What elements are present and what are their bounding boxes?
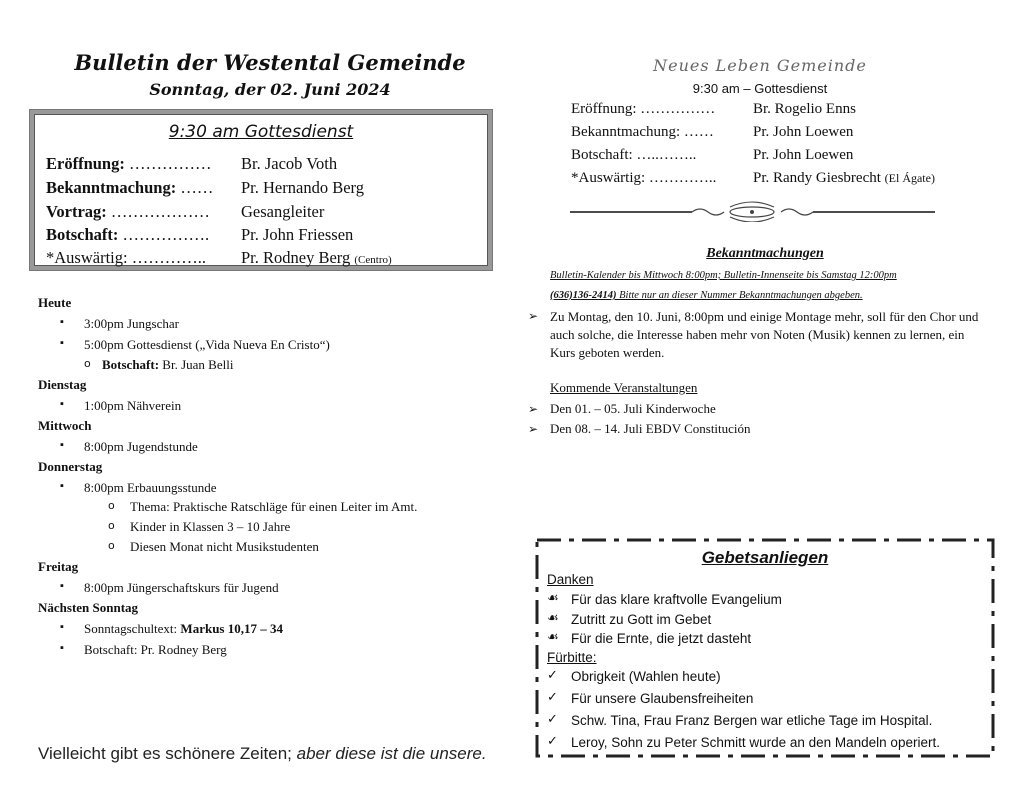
arrow-bullet-icon: ➢ [528, 402, 539, 416]
day-heading: Nächsten Sonntag [38, 600, 139, 615]
thanks-item: Für die Ernte, die jetzt dasteht [571, 631, 752, 646]
event-item: Den 08. – 14. Juli EBDV Constitución [550, 421, 751, 436]
events-heading: Kommende Veranstaltungen [550, 380, 698, 395]
praying-hands-icon: ☙ [547, 611, 559, 626]
bulletin-title: Bulletin der Westental Gemeinde [74, 50, 466, 75]
announcement-item: Zu Montag, den 10. Juni, 8:00pm und einige Montage mehr, soll für den Chor und auch solche, die Interesse haben mehr von Noten (Musik) kennen zu lernen, ein Kurs geboten werden. [550, 309, 979, 360]
intercession-item: Schw. Tina, Frau Franz Bergen war etliche Tage im Hospital. [571, 713, 933, 728]
arrow-bullet-icon: ➢ [528, 309, 539, 323]
closing-quote: Vielleicht gibt es schönere Zeiten; aber diese ist die unsere. [38, 744, 487, 763]
schedule-subitem: o Botschaft: Br. Juan Belli [84, 357, 234, 372]
praying-hands-icon: ☙ [547, 630, 559, 645]
schedule-item: ▪ 3:00pm Jungschar [84, 316, 179, 332]
day-heading: Dienstag [38, 377, 87, 392]
ornament-divider [570, 198, 935, 222]
schedule-subitem: o Kinder in Klassen 3 – 10 Jahre [108, 519, 291, 534]
service-row: Eröffnung: …………… Br. Rogelio Enns [571, 101, 856, 117]
prayer-heading: Gebetsanliegen [701, 548, 829, 567]
checkmark-icon: ✓ [547, 690, 558, 705]
schedule-item: ▪ 8:00pm Erbauungsstunde [84, 480, 217, 496]
event-item: Den 01. – 05. Juli Kinderwoche [550, 401, 716, 416]
schedule-subitem: o Thema: Praktische Ratschläge für einen Leiter im Amt. [108, 499, 418, 514]
day-heading: Freitag [38, 559, 79, 574]
praying-hands-icon: ☙ [547, 591, 559, 606]
service-time: 9:30 am – Gottesdienst [692, 81, 828, 96]
service-box [30, 110, 492, 270]
intercession-heading: Fürbitte: [547, 650, 597, 665]
schedule-subitem: o Diesen Monat nicht Musikstudenten [108, 539, 319, 554]
intercession-item: Obrigkeit (Wahlen heute) [571, 669, 721, 684]
announcements-heading: Bekanntmachungen [706, 246, 824, 261]
announcement-note: Bulletin-Kalender bis Mittwoch 8:00pm; Bulletin-Innenseite bis Samstag 12:00pm [550, 270, 897, 281]
checkmark-icon: ✓ [547, 668, 558, 683]
service-row: Botschaft: ……………. Pr. John Friessen [46, 225, 354, 244]
service-row: Vortrag: ……………… Gesangleiter [46, 202, 325, 221]
service-row: Bekanntmachung: …… Pr. John Loewen [571, 124, 854, 140]
bulletin-date: Sonntag, der 02. Juni 2024 [149, 80, 391, 99]
service-row: Botschaft: …..…….. Pr. John Loewen [571, 147, 854, 163]
intercession-item: Leroy, Sohn zu Peter Schmitt wurde an den Mandeln operiert. [571, 735, 940, 750]
day-heading: Heute [38, 295, 72, 310]
schedule-item: ▪ 1:00pm Nähverein [84, 398, 181, 414]
schedule-item: ▪ Sonntagschultext: Markus 10,17 – 34 [84, 621, 283, 637]
schedule-item: ▪ 8:00pm Jüngerschaftskurs für Jugend [84, 580, 279, 596]
schedule-item: ▪ 8:00pm Jugendstunde [84, 439, 198, 455]
thanks-item: Zutritt zu Gott im Gebet [571, 612, 712, 627]
service-row: *Auswärtig: ………….. Pr. Rodney Berg (Centro) [46, 248, 392, 267]
church-title: Neues Leben Gemeinde [653, 56, 867, 75]
service-row: Bekanntmachung: …… Pr. Hernando Berg [46, 178, 364, 197]
service-row: *Auswärtig: ………….. Pr. Randy Giesbrecht (El Ágate) [571, 170, 935, 186]
thanks-heading: Danken [547, 572, 594, 587]
schedule-item: ▪ 5:00pm Gottesdienst („Vida Nueva En Cristo“) [84, 337, 330, 353]
day-heading: Mittwoch [38, 418, 92, 433]
schedule-item: ▪ Botschaft: Pr. Rodney Berg [84, 642, 227, 658]
service-row: Eröffnung: …………… Br. Jacob Voth [46, 154, 338, 173]
thanks-item: Für das klare kraftvolle Evangelium [571, 592, 782, 607]
service-heading: 9:30 am Gottesdienst [168, 122, 354, 142]
checkmark-icon: ✓ [547, 712, 558, 727]
intercession-item: Für unsere Glaubensfreiheiten [571, 691, 754, 706]
day-heading: Donnerstag [38, 459, 103, 474]
checkmark-icon: ✓ [547, 734, 558, 749]
announcement-note: (636)136-2414) Bitte nur an dieser Nummer Bekanntmachungen abgeben. [550, 290, 863, 301]
arrow-bullet-icon: ➢ [528, 422, 539, 436]
